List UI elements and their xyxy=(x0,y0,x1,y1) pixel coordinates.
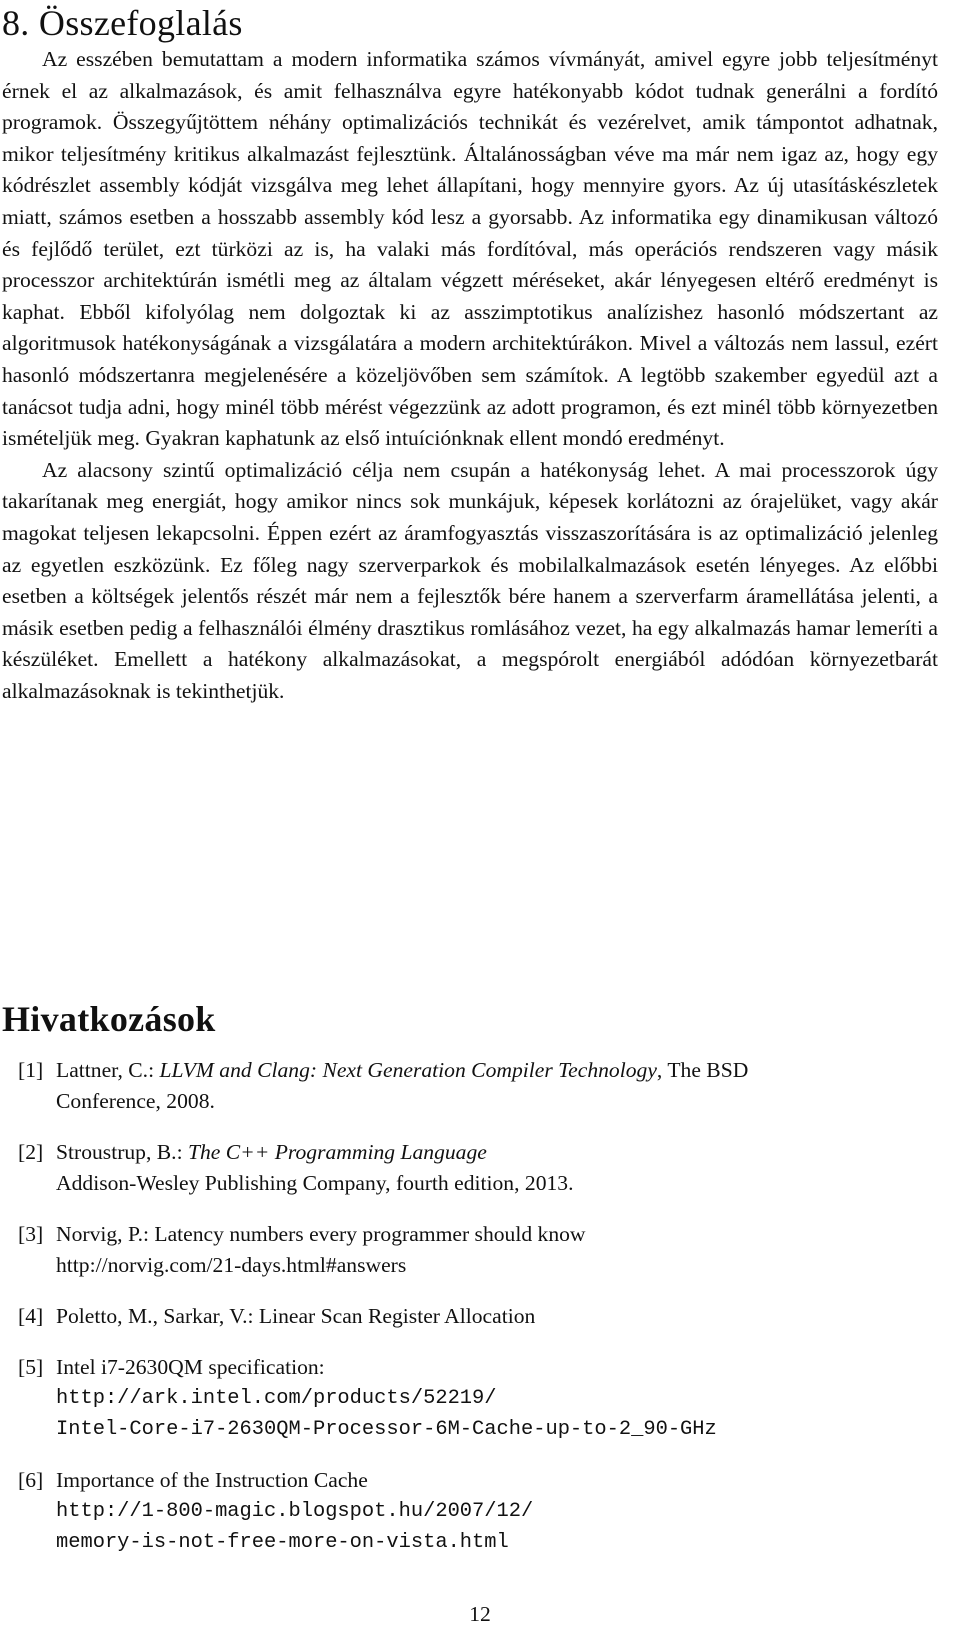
reference-detail: Conference, 2008. xyxy=(56,1089,215,1113)
reference-venue: , The BSD xyxy=(656,1058,749,1082)
reference-url-line-1[interactable]: http://ark.intel.com/products/52219/ xyxy=(56,1387,497,1410)
reference-item-6 xyxy=(18,1465,928,1558)
summary-body xyxy=(2,44,938,707)
reference-url-line-1[interactable]: http://1-800-magic.blogspot.hu/2007/12/ xyxy=(56,1500,534,1523)
reference-url-line-2[interactable]: memory-is-not-free-more-on-vista.html xyxy=(56,1531,509,1554)
summary-paragraph-2: Az alacsony szintű optimalizáció célja nem csupán a hatékonyság lehet. A mai processzorok úgy takarítanak meg energiát, hogy amikor nincs sok munkájuk, képesek korlátozni az órajelüket, vagy akár magokat teljesen lekapcsolni. Éppen ezért az áramfogyasztás visszaszorítására is az optimalizáció jelenleg az egyetlen eszközünk. Ez főleg nagy szerverparkok és mobilalkalmazások esetén lényeges. Az előbbi esetben a költségek jelentős részét már nem a fejlesztők bére hanem a szerverfarm áramellátása jelenti, a másik esetben pedig a felhasználói élmény drasztikus romlásához vezet, ha egy alkalmazás hamar lemeríti a készüléket. Emellett a hatékony alkalmazásokat, a megspórolt energiából adódóan környezetbarát alkalmazásoknak is tekinthetjük. xyxy=(2,457,938,703)
reference-author: Stroustrup, B.: xyxy=(56,1140,188,1164)
reference-detail: Addison-Wesley Publishing Company, fourth edition, 2013. xyxy=(56,1171,574,1195)
reference-number: [3] xyxy=(18,1222,44,1246)
reference-author: Lattner, C.: xyxy=(56,1058,160,1082)
references-heading: Hivatkozások xyxy=(2,999,216,1039)
reference-item-5 xyxy=(18,1352,928,1445)
reference-number: [5] xyxy=(18,1355,44,1379)
reference-number: [4] xyxy=(18,1304,44,1328)
reference-link[interactable]: http://norvig.com/21-days.html#answers xyxy=(56,1253,407,1277)
reference-item-4 xyxy=(18,1301,928,1332)
reference-list xyxy=(18,1055,928,1578)
reference-number: [1] xyxy=(18,1058,44,1082)
reference-title: LLVM and Clang: Next Generation Compiler Technology xyxy=(159,1058,657,1082)
page-number: 12 xyxy=(469,1602,491,1626)
section-heading: 8. Összefoglalás xyxy=(2,3,243,43)
reference-item-1 xyxy=(18,1055,928,1117)
summary-paragraph-1: Az esszében bemutattam a modern informatika számos vívmányát, amivel egyre jobb teljesítményt érnek el az alkalmazások, és amit felhasználva egyre hatékonyabb kódot tudnak generálni a fordító programok. Összegyűjtöttem néhány optimalizációs technikát és vezérelvet, amik támpontot adhatnak, mikor teljesítmény kritikus alkalmazást fejlesztünk. Általánosságban véve ma már nem igaz az, hogy egy kódrészlet assembly kódját vizsgálva meg lehet állapítani, hogy mennyire gyors. Az új utasításkészletek miatt, számos esetben a hosszabb assembly kód lesz a gyorsabb. Az informatika egy dinamikusan változó és fejlődő terület, ezt türközi az is, ha valaki más fordítóval, más operációs rendszeren vagy másik processzor architektúrán ismétli meg az általam végzett méréseket, akár lényegesen eltérő eredményt is kaphat. Ebből kifolyólag nem dolgoztak ki az asszimptotikus analízishez hasonló módszertant az algoritmusok hatékonyságának a vizsgálatára a modern architektúrákon. Mivel a változás nem lassul, ezért hasonló módszertanra megjelenésére a közeljövőben sem számítok. A legtöbb szakember egyedül azt a tanácsot tudja adni, hogy minél több mérést végezzünk az adott programon, és ezt minél több környezetben ismételjük meg. Gyakran kaphatunk az első intuíciónknak ellent mondó eredményt. xyxy=(2,47,938,451)
reference-item-3 xyxy=(18,1219,928,1281)
reference-number: [6] xyxy=(18,1468,44,1492)
reference-item-2 xyxy=(18,1137,928,1199)
reference-title: The C++ Programming Language xyxy=(187,1140,487,1164)
reference-text: Importance of the Instruction Cache xyxy=(56,1468,368,1492)
reference-text: Norvig, P.: Latency numbers every programmer should know xyxy=(56,1222,586,1246)
reference-url-line-2[interactable]: Intel-Core-i7-2630QM-Processor-6M-Cache-up-to-2_90-GHz xyxy=(56,1418,717,1441)
reference-text: Intel i7-2630QM specification: xyxy=(56,1355,325,1379)
reference-text: Poletto, M., Sarkar, V.: Linear Scan Register Allocation xyxy=(56,1304,536,1328)
reference-number: [2] xyxy=(18,1140,44,1164)
